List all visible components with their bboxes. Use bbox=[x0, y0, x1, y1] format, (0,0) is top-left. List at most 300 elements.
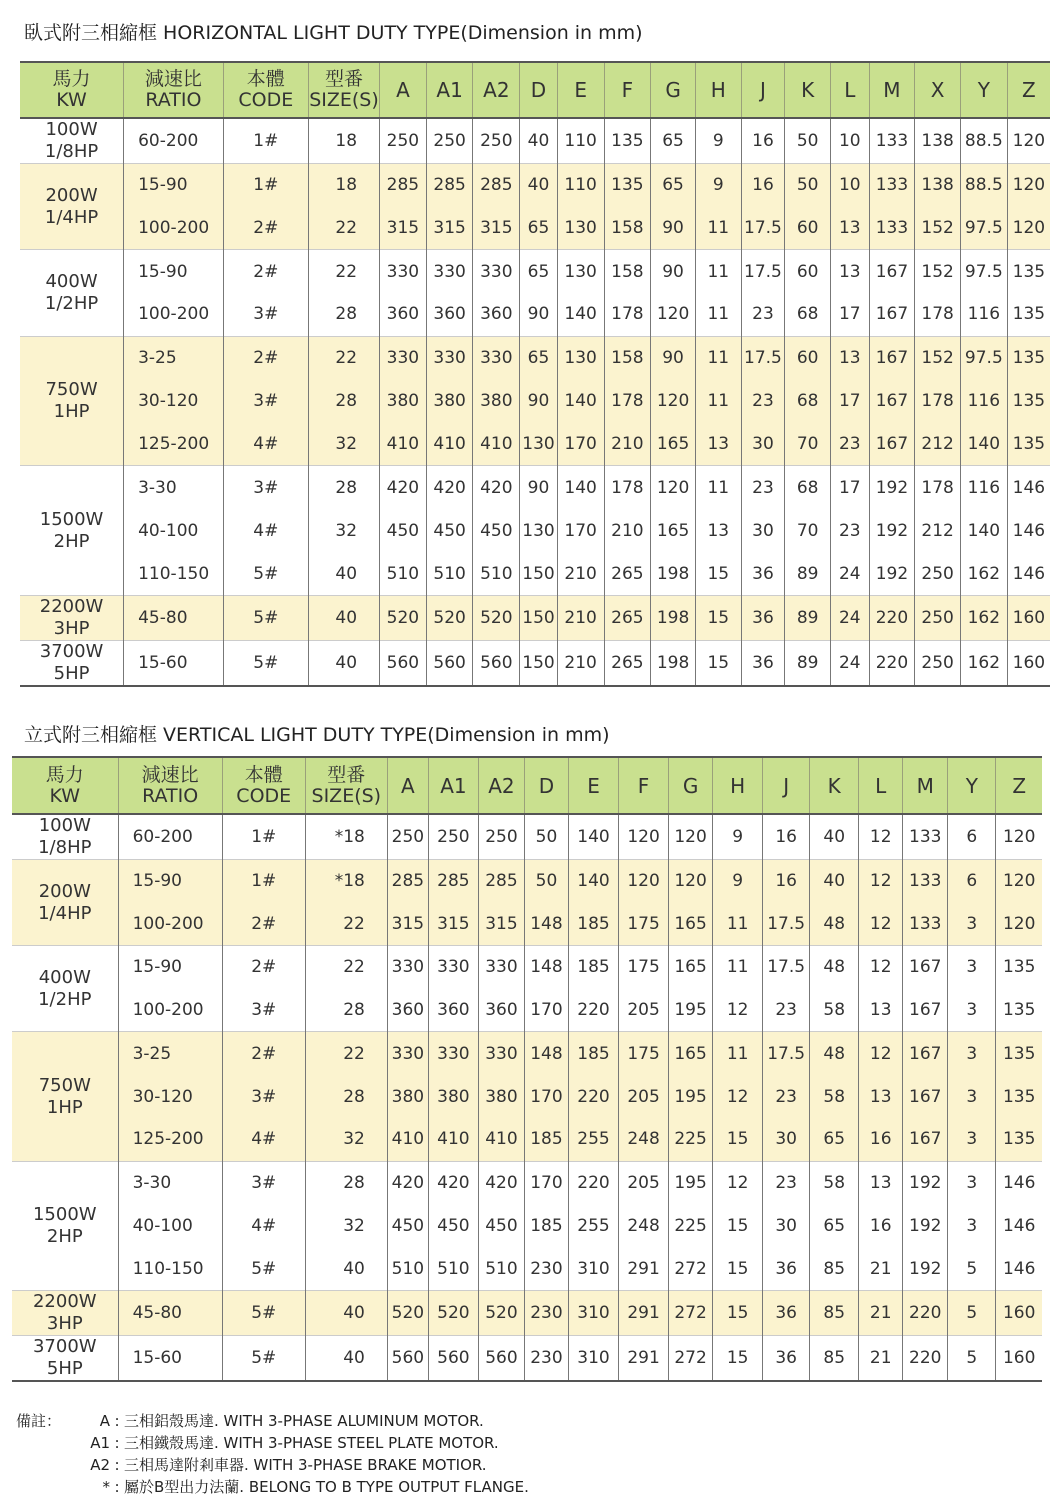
dimension-cell: 60 bbox=[785, 336, 831, 379]
table-row bbox=[12, 946, 1042, 989]
dimension-cell: 220 bbox=[568, 1161, 618, 1204]
dimension-cell: 220 bbox=[869, 595, 915, 640]
table-row bbox=[20, 293, 1050, 336]
dimension-cell: 220 bbox=[903, 1335, 948, 1381]
dimension-cell: 330 bbox=[380, 336, 427, 379]
dimension-cell: 30 bbox=[763, 1204, 810, 1247]
power-rating bbox=[20, 164, 124, 250]
size-cell: 22 bbox=[308, 336, 379, 379]
dimension-cell: 148 bbox=[524, 946, 568, 989]
size-cell: 28 bbox=[305, 989, 387, 1032]
size-cell: 40 bbox=[308, 640, 379, 686]
dimension-cell: 510 bbox=[478, 1247, 524, 1290]
dimension-cell: 210 bbox=[557, 640, 604, 686]
dimension-cell: 185 bbox=[568, 1032, 618, 1075]
dimension-cell: 36 bbox=[763, 1247, 810, 1290]
dimension-cell: 85 bbox=[810, 1335, 859, 1381]
dimension-cell: 158 bbox=[604, 336, 651, 379]
size-cell: 28 bbox=[305, 1161, 387, 1204]
size-cell: 22 bbox=[308, 207, 379, 250]
dimension-cell: 120 bbox=[619, 860, 669, 903]
dimension-cell: 12 bbox=[859, 946, 903, 989]
dimension-cell: 133 bbox=[903, 903, 948, 946]
header-power-line: KW bbox=[56, 89, 87, 111]
size-cell: 28 bbox=[308, 379, 379, 422]
dimension-cell: 250 bbox=[473, 118, 520, 164]
dimension-cell: 165 bbox=[651, 423, 696, 466]
ratio-cell: 125-200 bbox=[118, 1118, 222, 1161]
table-row bbox=[12, 1075, 1042, 1118]
code-cell: 1# bbox=[222, 860, 305, 903]
dimension-cell: 135 bbox=[1007, 336, 1050, 379]
dimension-cell: 360 bbox=[387, 989, 428, 1032]
dimension-cell: 15 bbox=[695, 640, 741, 686]
dimension-cell: 285 bbox=[478, 860, 524, 903]
dimension-cell: 198 bbox=[651, 640, 696, 686]
dimension-cell: 60 bbox=[785, 250, 831, 293]
dimension-cell: 130 bbox=[557, 336, 604, 379]
dimension-cell: 560 bbox=[428, 1335, 478, 1381]
dimension-cell: 185 bbox=[524, 1204, 568, 1247]
code-cell: 2# bbox=[222, 1032, 305, 1075]
dimension-cell: 265 bbox=[604, 552, 651, 595]
dimension-cell: 167 bbox=[869, 379, 915, 422]
dimension-cell: 130 bbox=[557, 207, 604, 250]
dimension-cell: 360 bbox=[478, 989, 524, 1032]
dimension-cell: 167 bbox=[903, 946, 948, 989]
power-rating-line: 5HP bbox=[46, 1357, 83, 1379]
dimension-cell: 330 bbox=[478, 1032, 524, 1075]
dimension-cell: 420 bbox=[387, 1161, 428, 1204]
dimension-cell: 167 bbox=[903, 1032, 948, 1075]
header-size-line: SIZE(S) bbox=[309, 89, 379, 111]
dimension-cell: 9 bbox=[713, 860, 763, 903]
header-power-line: 馬力 bbox=[52, 68, 91, 90]
header-dim: E bbox=[568, 757, 618, 814]
dimension-cell: 135 bbox=[996, 989, 1042, 1032]
code-cell: 4# bbox=[222, 1118, 305, 1161]
dimension-cell: 140 bbox=[557, 466, 604, 509]
dimension-cell: 255 bbox=[568, 1118, 618, 1161]
dimension-cell: 315 bbox=[387, 903, 428, 946]
dimension-cell: 135 bbox=[1007, 423, 1050, 466]
dimension-cell: 135 bbox=[996, 1032, 1042, 1075]
notes bbox=[16, 1410, 529, 1498]
vertical-spec-table bbox=[12, 756, 1042, 1382]
dimension-cell: 410 bbox=[387, 1118, 428, 1161]
dimension-cell: 120 bbox=[1007, 207, 1050, 250]
dimension-cell: 315 bbox=[473, 207, 520, 250]
dimension-cell: 220 bbox=[869, 640, 915, 686]
dimension-cell: 360 bbox=[428, 989, 478, 1032]
code-cell: 3# bbox=[223, 466, 308, 509]
dimension-cell: 16 bbox=[741, 118, 785, 164]
ratio-cell: 45-80 bbox=[124, 595, 224, 640]
dimension-cell: 410 bbox=[380, 423, 427, 466]
dimension-cell: 520 bbox=[380, 595, 427, 640]
ratio-cell: 15-90 bbox=[124, 250, 224, 293]
dimension-cell: 40 bbox=[810, 814, 859, 860]
dimension-cell: 140 bbox=[568, 860, 618, 903]
dimension-cell: 17.5 bbox=[741, 207, 785, 250]
header-dim: G bbox=[651, 62, 696, 118]
dimension-cell: 21 bbox=[859, 1247, 903, 1290]
header-ratio-line: 減速比 bbox=[144, 68, 202, 90]
dimension-cell: 220 bbox=[568, 1075, 618, 1118]
dimension-cell: 330 bbox=[380, 250, 427, 293]
dimension-cell: 15 bbox=[713, 1118, 763, 1161]
ratio-cell: 3-30 bbox=[124, 466, 224, 509]
dimension-cell: 12 bbox=[859, 1032, 903, 1075]
dimension-cell: 40 bbox=[520, 164, 558, 207]
dimension-cell: 50 bbox=[524, 860, 568, 903]
dimension-cell: 135 bbox=[996, 1075, 1042, 1118]
dimension-cell: 212 bbox=[915, 423, 961, 466]
dimension-cell: 88.5 bbox=[960, 118, 1007, 164]
dimension-cell: 120 bbox=[1007, 164, 1050, 207]
power-rating bbox=[20, 595, 124, 640]
dimension-cell: 133 bbox=[869, 118, 915, 164]
dimension-cell: 360 bbox=[473, 293, 520, 336]
dimension-cell: 90 bbox=[520, 379, 558, 422]
header-size-line: SIZE(S) bbox=[311, 784, 382, 807]
dimension-cell: 13 bbox=[695, 509, 741, 552]
power-rating bbox=[20, 640, 124, 686]
dimension-cell: 17.5 bbox=[741, 336, 785, 379]
dimension-cell: 24 bbox=[830, 595, 869, 640]
header-ratio bbox=[124, 62, 224, 118]
dimension-cell: 120 bbox=[1007, 118, 1050, 164]
header-dim: A1 bbox=[426, 62, 473, 118]
header-code bbox=[222, 757, 305, 814]
size-cell: 40 bbox=[305, 1247, 387, 1290]
dimension-cell: 120 bbox=[651, 466, 696, 509]
dimension-cell: 36 bbox=[741, 595, 785, 640]
dimension-cell: 560 bbox=[426, 640, 473, 686]
dimension-cell: 9 bbox=[695, 164, 741, 207]
power-rating-line: 200W bbox=[45, 184, 98, 206]
dimension-cell: 16 bbox=[763, 814, 810, 860]
table-row bbox=[20, 423, 1050, 466]
power-rating bbox=[20, 466, 124, 596]
power-rating-line: 400W bbox=[45, 271, 98, 293]
power-rating bbox=[12, 814, 118, 860]
dimension-cell: 195 bbox=[669, 989, 713, 1032]
power-rating-line: 1HP bbox=[46, 1096, 83, 1118]
header-power bbox=[12, 757, 118, 814]
power-rating-line: 3700W bbox=[32, 1335, 97, 1357]
dimension-cell: 170 bbox=[557, 509, 604, 552]
code-cell: 5# bbox=[223, 595, 308, 640]
dimension-cell: 120 bbox=[996, 814, 1042, 860]
dimension-cell: 133 bbox=[869, 207, 915, 250]
ratio-cell: 15-60 bbox=[118, 1335, 222, 1381]
dimension-cell: 21 bbox=[859, 1335, 903, 1381]
header-code bbox=[223, 62, 308, 118]
dimension-cell: 450 bbox=[478, 1204, 524, 1247]
dimension-cell: 23 bbox=[830, 423, 869, 466]
dimension-cell: 13 bbox=[830, 336, 869, 379]
power-rating-line: 750W bbox=[45, 379, 98, 401]
dimension-cell: 178 bbox=[915, 466, 961, 509]
note-text: 屬於B型出力法蘭. BELONG TO B TYPE OUTPUT FLANGE. bbox=[124, 1478, 529, 1496]
header-dim: L bbox=[830, 62, 869, 118]
ratio-cell: 15-90 bbox=[118, 946, 222, 989]
dimension-cell: 110 bbox=[557, 118, 604, 164]
dimension-cell: 175 bbox=[619, 903, 669, 946]
power-rating-line: 100W bbox=[38, 815, 91, 836]
dimension-cell: 120 bbox=[619, 814, 669, 860]
table-row bbox=[12, 814, 1042, 860]
dimension-cell: 192 bbox=[869, 552, 915, 595]
dimension-cell: 178 bbox=[915, 379, 961, 422]
dimension-cell: 90 bbox=[651, 336, 696, 379]
dimension-cell: 130 bbox=[557, 250, 604, 293]
dimension-cell: 380 bbox=[387, 1075, 428, 1118]
dimension-cell: 11 bbox=[713, 946, 763, 989]
header-dim: D bbox=[524, 757, 568, 814]
dimension-cell: 255 bbox=[568, 1204, 618, 1247]
power-rating bbox=[12, 1161, 118, 1290]
dimension-cell: 410 bbox=[428, 1118, 478, 1161]
dimension-cell: 420 bbox=[380, 466, 427, 509]
header-dim: A2 bbox=[478, 757, 524, 814]
dimension-cell: 265 bbox=[604, 640, 651, 686]
header-code-line: 本體 bbox=[246, 68, 285, 90]
dimension-cell: 15 bbox=[713, 1290, 763, 1335]
dimension-cell: 68 bbox=[785, 379, 831, 422]
code-cell: 5# bbox=[222, 1335, 305, 1381]
dimension-cell: 560 bbox=[380, 640, 427, 686]
dimension-cell: 89 bbox=[785, 552, 831, 595]
code-cell: 2# bbox=[222, 903, 305, 946]
dimension-cell: 10 bbox=[830, 164, 869, 207]
ratio-cell: 100-200 bbox=[118, 989, 222, 1032]
dimension-cell: 167 bbox=[903, 1118, 948, 1161]
dimension-cell: 50 bbox=[524, 814, 568, 860]
dimension-cell: 158 bbox=[604, 250, 651, 293]
header-dim: H bbox=[713, 757, 763, 814]
size-cell: 32 bbox=[305, 1204, 387, 1247]
table-row bbox=[20, 250, 1050, 293]
dimension-cell: 450 bbox=[428, 1204, 478, 1247]
dimension-cell: 380 bbox=[473, 379, 520, 422]
power-rating-line: 1/2HP bbox=[44, 293, 99, 315]
dimension-cell: 212 bbox=[915, 509, 961, 552]
table-row bbox=[20, 164, 1050, 207]
dimension-cell: 167 bbox=[903, 989, 948, 1032]
dimension-cell: 148 bbox=[524, 1032, 568, 1075]
dimension-cell: 152 bbox=[915, 336, 961, 379]
dimension-cell: 11 bbox=[695, 379, 741, 422]
power-rating bbox=[12, 860, 118, 946]
dimension-cell: 165 bbox=[651, 509, 696, 552]
dimension-cell: 291 bbox=[619, 1290, 669, 1335]
header-row bbox=[20, 62, 1050, 118]
dimension-cell: 420 bbox=[426, 466, 473, 509]
horizontal-section-title: 臥式附三相縮框 HORIZONTAL LIGHT DUTY TYPE(Dimension in mm) bbox=[24, 22, 643, 44]
dimension-cell: 135 bbox=[1007, 293, 1050, 336]
dimension-cell: 13 bbox=[859, 989, 903, 1032]
power-rating bbox=[20, 118, 124, 164]
dimension-cell: 152 bbox=[915, 207, 961, 250]
dimension-cell: 97.5 bbox=[960, 250, 1007, 293]
ratio-cell: 100-200 bbox=[124, 207, 224, 250]
table-row bbox=[12, 1161, 1042, 1204]
dimension-cell: 330 bbox=[387, 1032, 428, 1075]
dimension-cell: 146 bbox=[996, 1204, 1042, 1247]
dimension-cell: 133 bbox=[869, 164, 915, 207]
code-cell: 4# bbox=[222, 1204, 305, 1247]
dimension-cell: 133 bbox=[903, 860, 948, 903]
dimension-cell: 165 bbox=[669, 903, 713, 946]
dimension-cell: 310 bbox=[568, 1247, 618, 1290]
header-dim: Y bbox=[948, 757, 996, 814]
size-cell: 18 bbox=[308, 164, 379, 207]
dimension-cell: 3 bbox=[948, 946, 996, 989]
header-dim: X bbox=[915, 62, 961, 118]
size-cell: 22 bbox=[305, 903, 387, 946]
note-key: * bbox=[102, 1478, 110, 1496]
code-cell: 2# bbox=[223, 250, 308, 293]
ratio-cell: 3-25 bbox=[118, 1032, 222, 1075]
header-dim: F bbox=[604, 62, 651, 118]
dimension-cell: 285 bbox=[380, 164, 427, 207]
dimension-cell: 450 bbox=[387, 1204, 428, 1247]
power-rating-line: 3HP bbox=[53, 617, 90, 639]
code-cell: 3# bbox=[222, 1075, 305, 1118]
power-rating bbox=[12, 1032, 118, 1161]
size-cell: *18 bbox=[305, 814, 387, 860]
dimension-cell: 210 bbox=[604, 423, 651, 466]
dimension-cell: 36 bbox=[741, 552, 785, 595]
header-size-line: 型番 bbox=[324, 68, 363, 90]
header-power bbox=[20, 62, 124, 118]
dimension-cell: 6 bbox=[948, 814, 996, 860]
dimension-cell: 315 bbox=[428, 903, 478, 946]
dimension-cell: 225 bbox=[669, 1118, 713, 1161]
header-dim: A1 bbox=[428, 757, 478, 814]
dimension-cell: 3 bbox=[948, 1118, 996, 1161]
dimension-cell: 220 bbox=[568, 989, 618, 1032]
dimension-cell: 23 bbox=[741, 466, 785, 509]
dimension-cell: 12 bbox=[859, 903, 903, 946]
note-text: 三相鐵殼馬達. WITH 3-PHASE STEEL PLATE MOTOR. bbox=[124, 1434, 499, 1452]
note-row bbox=[16, 1432, 529, 1454]
power-rating-line: 100W bbox=[45, 119, 98, 140]
power-rating-line: 2200W bbox=[32, 1290, 97, 1312]
dimension-cell: 23 bbox=[830, 509, 869, 552]
power-rating-line: 1/8HP bbox=[38, 837, 92, 858]
size-cell: 22 bbox=[308, 250, 379, 293]
size-cell: 32 bbox=[308, 423, 379, 466]
dimension-cell: 65 bbox=[651, 164, 696, 207]
dimension-cell: 21 bbox=[859, 1290, 903, 1335]
power-rating-line: 2HP bbox=[46, 1225, 83, 1247]
code-cell: 3# bbox=[222, 1161, 305, 1204]
dimension-cell: 167 bbox=[869, 250, 915, 293]
dimension-cell: 50 bbox=[785, 164, 831, 207]
dimension-cell: 23 bbox=[763, 1161, 810, 1204]
dimension-cell: 120 bbox=[651, 293, 696, 336]
dimension-cell: 23 bbox=[741, 379, 785, 422]
dimension-cell: 24 bbox=[830, 640, 869, 686]
ratio-cell: 15-90 bbox=[118, 860, 222, 903]
code-cell: 2# bbox=[223, 336, 308, 379]
table-row bbox=[20, 466, 1050, 509]
dimension-cell: 17 bbox=[830, 293, 869, 336]
dimension-cell: 195 bbox=[669, 1075, 713, 1118]
dimension-cell: 13 bbox=[695, 423, 741, 466]
dimension-cell: 230 bbox=[524, 1335, 568, 1381]
dimension-cell: 192 bbox=[903, 1204, 948, 1247]
dimension-cell: 167 bbox=[869, 423, 915, 466]
dimension-cell: 48 bbox=[810, 946, 859, 989]
dimension-cell: 9 bbox=[695, 118, 741, 164]
dimension-cell: 310 bbox=[568, 1335, 618, 1381]
dimension-cell: 285 bbox=[473, 164, 520, 207]
dimension-cell: 146 bbox=[996, 1247, 1042, 1290]
dimension-cell: 272 bbox=[669, 1247, 713, 1290]
dimension-cell: 170 bbox=[524, 1075, 568, 1118]
dimension-cell: 16 bbox=[859, 1118, 903, 1161]
dimension-cell: 210 bbox=[557, 595, 604, 640]
dimension-cell: 210 bbox=[604, 509, 651, 552]
dimension-cell: 198 bbox=[651, 552, 696, 595]
dimension-cell: 250 bbox=[426, 118, 473, 164]
dimension-cell: 65 bbox=[520, 207, 558, 250]
header-power-line: KW bbox=[49, 784, 81, 807]
ratio-cell: 110-150 bbox=[124, 552, 224, 595]
horizontal-spec-table bbox=[20, 61, 1050, 687]
dimension-cell: 160 bbox=[996, 1290, 1042, 1335]
dimension-cell: 285 bbox=[428, 860, 478, 903]
power-rating-line: 400W bbox=[38, 966, 91, 988]
header-code-line: CODE bbox=[236, 784, 292, 807]
dimension-cell: 90 bbox=[520, 466, 558, 509]
dimension-cell: 65 bbox=[810, 1204, 859, 1247]
dimension-cell: 17.5 bbox=[763, 946, 810, 989]
dimension-cell: 170 bbox=[524, 989, 568, 1032]
power-rating-line: 3700W bbox=[39, 640, 104, 662]
power-rating bbox=[12, 946, 118, 1032]
dimension-cell: 40 bbox=[810, 860, 859, 903]
dimension-cell: 165 bbox=[669, 1032, 713, 1075]
dimension-cell: 560 bbox=[473, 640, 520, 686]
header-dim: G bbox=[669, 757, 713, 814]
note-text: 三相馬達附剎車器. WITH 3-PHASE BRAKE MOTIOR. bbox=[124, 1456, 487, 1474]
dimension-cell: 167 bbox=[869, 336, 915, 379]
ratio-cell: 30-120 bbox=[118, 1075, 222, 1118]
dimension-cell: 170 bbox=[524, 1161, 568, 1204]
table-row bbox=[12, 860, 1042, 903]
dimension-cell: 192 bbox=[869, 509, 915, 552]
dimension-cell: 135 bbox=[604, 118, 651, 164]
header-dim: E bbox=[557, 62, 604, 118]
dimension-cell: 285 bbox=[426, 164, 473, 207]
dimension-cell: 410 bbox=[478, 1118, 524, 1161]
power-rating bbox=[20, 250, 124, 336]
dimension-cell: 420 bbox=[478, 1161, 524, 1204]
dimension-cell: 50 bbox=[785, 118, 831, 164]
header-size bbox=[305, 757, 387, 814]
dimension-cell: 250 bbox=[478, 814, 524, 860]
dimension-cell: 10 bbox=[830, 118, 869, 164]
dimension-cell: 205 bbox=[619, 989, 669, 1032]
dimension-cell: 152 bbox=[915, 250, 961, 293]
header-dim: L bbox=[859, 757, 903, 814]
table-row bbox=[20, 336, 1050, 379]
